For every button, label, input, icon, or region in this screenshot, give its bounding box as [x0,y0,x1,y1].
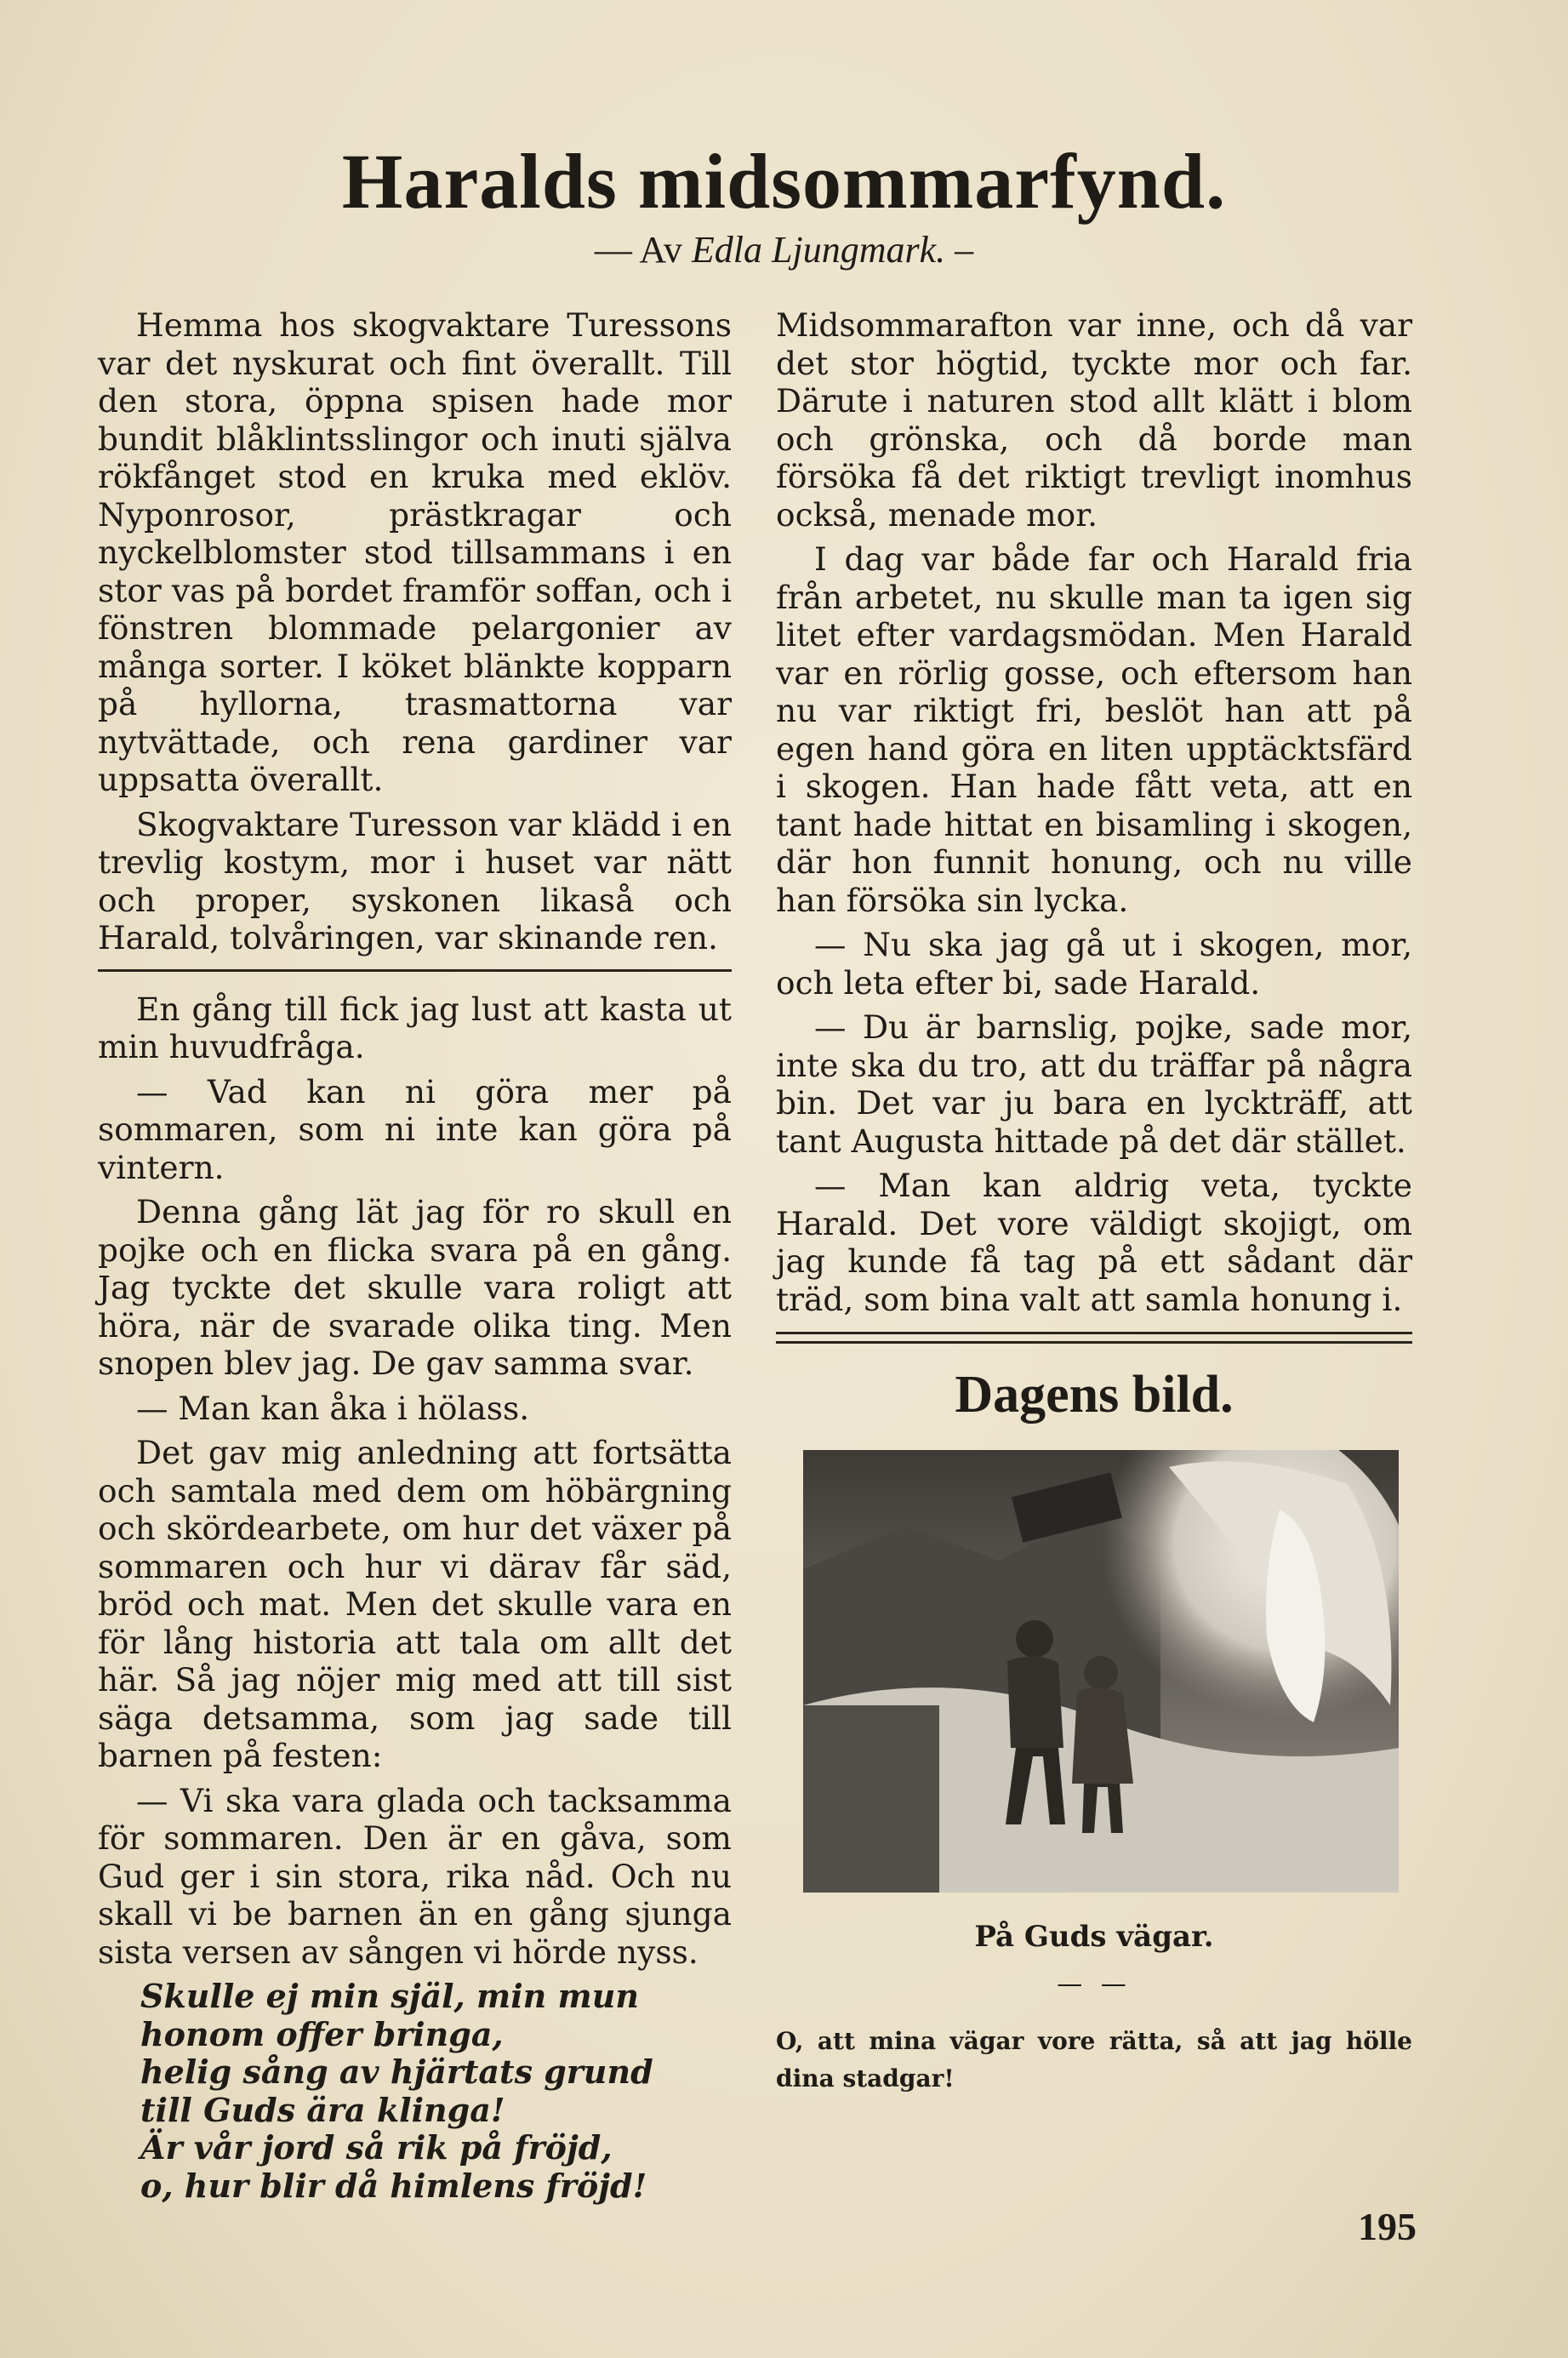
section-divider [98,969,732,972]
poem-line: till Guds ära klinga! [140,2090,505,2129]
left-column [98,306,732,2205]
paragraph: I dag var både far och Harald fria från arbetet, nu skulle man ta igen sig litet efter vardagsmödan. Men Harald var en rörlig gosse, och eftersom han nu var riktigt fri, beslöt han att på egen hand göra en liten upptäcktsfärd i skogen. Han hade fått veta, att en tant hade hittat en bisamling i skogen, där hon funnit honung, och nu ville han försöka sin lycka. [776,540,1412,919]
paragraph: — Vad kan ni göra mer på sommaren, som ni inte kan göra på vintern. [98,1072,732,1186]
dagens-bild-heading: Dagens bild. [955,1366,1234,1424]
bible-verse: O, att mina vägar vore rätta, så att jag hölle dina stadgar! [776,2026,1412,2093]
paragraph: Skogvaktare Turesson var klädd i en trevlig kostym, mor i huset var nätt och proper, syskonen likaså och Harald, tolvåringen, var skinande ren. [98,805,732,956]
paragraph: Denna gång lät jag för ro skull en pojke och en flicka svara på en gång. Jag tyckte det skulle vara roligt att höra, när de svarade olika ting. Men snopen blev jag. De gav samma svar. [98,1193,732,1382]
paragraph: — Nu ska jag gå ut i skogen, mor, och leta efter bi, sade Harald. [776,926,1412,1002]
byline-prefix: — Av [594,229,682,271]
paragraph: — Man kan åka i hölass. [136,1389,530,1427]
caption-dashes: — — [1057,1969,1132,1999]
rock-shape [803,1705,939,1893]
right-column [776,306,1412,2098]
poem-line: honom offer bringa, [140,2014,504,2053]
poem-line: Är vår jord så rik på fröjd, [140,2128,613,2167]
page-number: 195 [1358,2205,1417,2248]
paragraph: Hemma hos skogvaktare Turessons var det nyskurat och fint överallt. Till den stora, öppna spisen hade mor bundit blåklintsslingor och inuti själva rökfånget stod en kruka med eklöv. Nyponrosor, prästkragar och nyckelblomster stod tillsammans i en stor vas på bordet framför soffan, och i fönstren blommade pelargonier av många sorter. I köket blänkte kopparn på hyllorna, trasmattorna var nytvättade, och rena gardiner var uppsatta överallt. [98,306,732,798]
paragraph: — Vi ska vara glada och tacksamma för sommaren. Den är en gåva, som Gud ger i sin stora, rika nåd. Och nu skall vi be barnen än en gång sjunga sista versen av sången vi hörde nyss. [98,1781,732,1971]
paragraph: Det gav mig anledning att fortsätta och samtala med dem om höbärgning och skördearbete, om hur det växer på sommaren och hur vi därav får säd, bröd och mat. Men det skulle vara en för lång historia att tala om allt det här. Så jag nöjer mig med att till sist säga detsamma, som jag sade till barnen på festen: [98,1434,732,1774]
paragraph: — Du är barnslig, pojke, sade mor, inte ska du tro, att du träffar på några bin. Det var ju bara en lyckträff, att tant Augusta hittade på det där stället. [776,1008,1412,1160]
paragraph: En gång till fick jag lust att kasta ut min huvudfråga. [98,990,732,1065]
byline-author: Edla Ljungmark. [691,229,946,271]
paragraph: Midsommarafton var inne, och då var det stor högtid, tyckte mor och far. Därute i naturen stod allt klätt i blom och grönska, och då borde man försöka få det riktigt trevligt inomhus också, menade mor. [776,306,1412,534]
hymn-verse [140,1978,732,2205]
poem-line: helig sång av hjärtats grund [140,2053,653,2091]
poem-line: o, hur blir då himlens fröjd! [140,2166,647,2205]
article-title: Haralds midsommarfynd. [341,138,1227,225]
picture-caption: På Guds vägar. [974,1919,1214,1954]
illustration-guardian-angel [803,1450,1399,1893]
paragraph: — Man kan aldrig veta, tyckte Harald. Det vore väldigt skojigt, om jag kunde få tag på ett sådant där träd, som bina valt att samla honung i. [776,1167,1412,1318]
byline-suffix: – [955,229,974,271]
article-byline [0,228,1568,271]
poem-line: Skulle ej min själ, min mun [140,1977,639,2015]
double-divider [776,1332,1412,1344]
